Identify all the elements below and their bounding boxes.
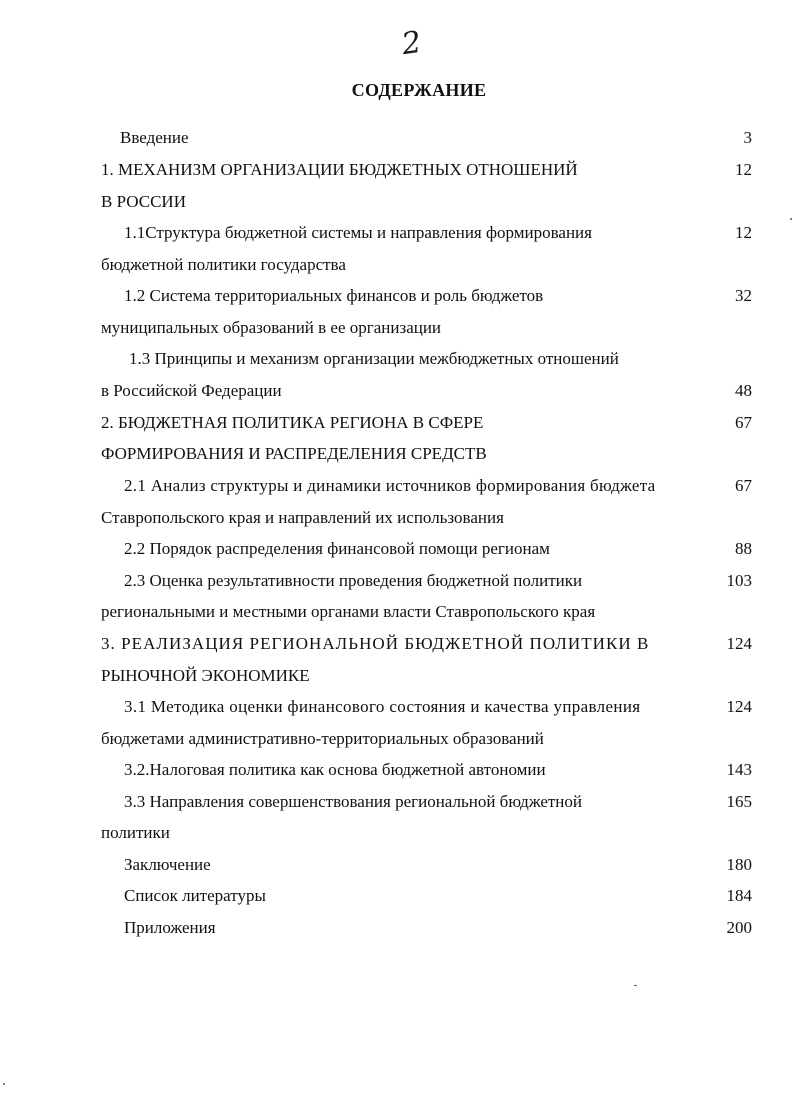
toc-entry-page: 67 bbox=[735, 476, 752, 495]
page-title: СОДЕРЖАНИЕ bbox=[351, 80, 487, 100]
toc-entry-label-line2: В РОССИИ bbox=[101, 192, 186, 211]
toc-entry-label: Список литературы bbox=[124, 886, 266, 905]
toc-entry-page: 67 bbox=[735, 413, 752, 432]
toc-entry-label: Заключение bbox=[124, 855, 211, 874]
handwritten-page-number: 2 bbox=[399, 24, 424, 63]
toc-entry-label-line2: РЫНОЧНОЙ ЭКОНОМИКЕ bbox=[101, 666, 310, 685]
toc-entry-label-line2: Ставропольского края и направлений их использования bbox=[101, 508, 504, 527]
toc-entry-page: 12 bbox=[735, 160, 752, 179]
toc-entry-label-line2: муниципальных образований в ее организации bbox=[101, 318, 442, 337]
toc-entry-label: 3.2.Налоговая политика как основа бюджетной автономии bbox=[124, 760, 546, 779]
toc-entry-page: 200 bbox=[726, 918, 752, 937]
toc-entry-label-line2: в Российской Федерации bbox=[101, 381, 282, 400]
toc-entry-label-line2: бюджетной политики государства bbox=[101, 255, 346, 274]
toc-entry-label-line2: региональными и местными органами власти Ставропольского края bbox=[101, 602, 596, 621]
toc-entry-label-line2: бюджетами административно-территориальных образований bbox=[101, 729, 544, 748]
toc-entry-page: 184 bbox=[726, 886, 752, 905]
toc-entry-page: 180 bbox=[726, 855, 752, 874]
toc-entry-label-line1: 1.2 Система территориальных финансов и роль бюджетов bbox=[124, 286, 544, 305]
toc-entry-label-line1: 3. РЕАЛИЗАЦИЯ РЕГИОНАЛЬНОЙ БЮДЖЕТНОЙ ПОЛИТИКИ В bbox=[101, 634, 650, 653]
toc-entry-label-line1: 1.1Структура бюджетной системы и направления формирования bbox=[124, 223, 592, 242]
toc-entry-label-line2: ФОРМИРОВАНИЯ И РАСПРЕДЕЛЕНИЯ СРЕДСТВ bbox=[101, 444, 487, 463]
scan-speck bbox=[790, 218, 792, 220]
toc-entry-page: 124 bbox=[726, 697, 752, 716]
toc-entry-label: Введение bbox=[120, 128, 189, 147]
toc-entry-page: 12 bbox=[735, 223, 752, 242]
toc-entry-page: 88 bbox=[735, 539, 752, 558]
toc-entry-label-line1: 2.1 Анализ структуры и динамики источников формирования бюджета bbox=[124, 476, 656, 495]
toc-entry-label: Приложения bbox=[124, 918, 216, 937]
toc-entry-page: 48 bbox=[735, 381, 752, 400]
toc-entry-label-line1: 2. БЮДЖЕТНАЯ ПОЛИТИКА РЕГИОНА В СФЕРЕ bbox=[101, 413, 484, 432]
toc-entry-label-line2: политики bbox=[101, 823, 170, 842]
toc-entry-label-line1: 1. МЕХАНИЗМ ОРГАНИЗАЦИИ БЮДЖЕТНЫХ ОТНОШЕНИЙ bbox=[101, 160, 578, 179]
toc-entry-label-line1: 2.3 Оценка результативности проведения бюджетной политики bbox=[124, 571, 583, 590]
toc-entry-page: 124 bbox=[726, 634, 752, 653]
toc-entry-label-line1: 3.3 Направления совершенствования региональной бюджетной bbox=[124, 792, 583, 811]
toc-entry-page: 32 bbox=[735, 286, 752, 305]
toc-entry-page: 103 bbox=[726, 571, 752, 590]
toc-entry-label: 2.2 Порядок распределения финансовой помощи регионам bbox=[124, 539, 550, 558]
toc-entry-page: 165 bbox=[726, 792, 752, 811]
toc-entry-page: 143 bbox=[726, 760, 752, 779]
toc-entry-page: 3 bbox=[743, 128, 752, 147]
toc-entry-label-line1: 1.3 Принципы и механизм организации межбюджетных отношений bbox=[129, 349, 619, 368]
toc-entry-label-line1: 3.1 Методика оценки финансового состояния и качества управления bbox=[124, 697, 641, 716]
scan-speck bbox=[3, 1083, 5, 1085]
scan-speck bbox=[634, 985, 637, 986]
